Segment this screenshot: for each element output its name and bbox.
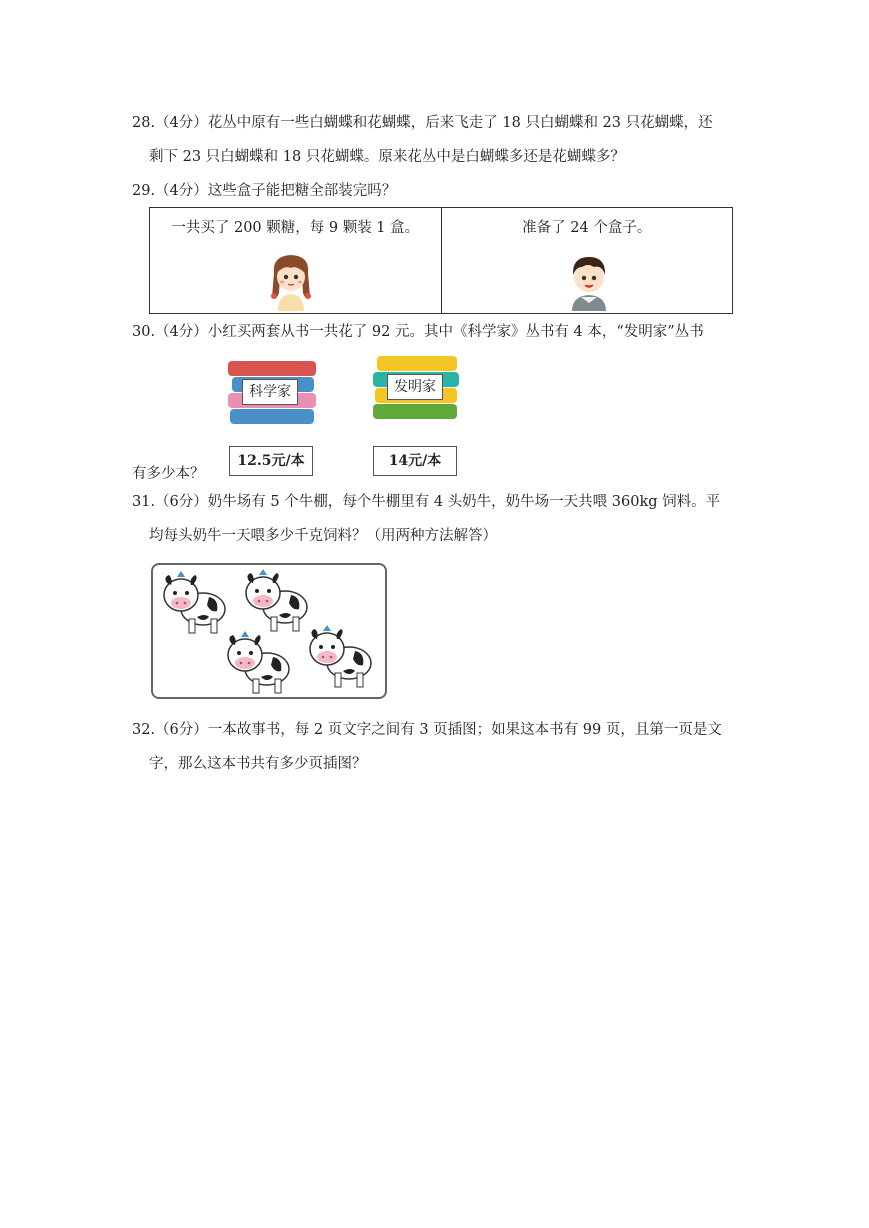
q28-line-2: 剩下 23 只白蝴蝶和 18 只花蝴蝶。原来花丛中是白蝴蝶多还是花蝴蝶多？: [149, 149, 625, 165]
cow-illustration: [223, 629, 293, 695]
famingjia-book-stack: [373, 352, 465, 432]
girl-illustration: [266, 251, 316, 311]
q29-line-1: 29.（4分）这些盒子能把糖全部装完吗？: [132, 183, 397, 199]
book-green: [373, 404, 457, 419]
famingjia-label: 发明家: [387, 374, 443, 400]
kexuejia-book-stack: [228, 357, 320, 437]
boy-illustration: [564, 251, 614, 311]
q31-line-1: 31.（6分）奶牛场有 5 个牛棚，每个牛棚里有 4 头奶牛，奶牛场一天共喂 360kg 饲料。平: [132, 494, 721, 510]
q29-cell-left: [150, 208, 441, 313]
book-yellow: [377, 356, 457, 371]
kexuejia-price: 12.5元/本: [229, 446, 313, 476]
kexuejia-label: 科学家: [242, 379, 298, 405]
cow-illustration: [241, 567, 311, 633]
q29-left-text: 一共买了 200 颗糖，每 9 颗装 1 盒。: [171, 220, 420, 236]
q29-cell-right: [441, 208, 733, 313]
book-blue-bottom: [230, 409, 314, 424]
q30-line-1: 30.（4分）小红买两套从书一共花了 92 元。其中《科学家》丛书有 4 本，“发明家”丛书: [132, 324, 704, 340]
q29-right-text: 准备了 24 个盒子。: [522, 220, 652, 236]
book-red: [228, 361, 316, 376]
cow-illustration: [305, 623, 375, 689]
cow-illustration: [159, 569, 229, 635]
q31-line-2: 均每头奶牛一天喂多少千克饲料？（用两种方法解答）: [149, 528, 497, 544]
famingjia-price: 14元/本: [373, 446, 457, 476]
q28-line-1: 28.（4分）花丛中原有一些白蝴蝶和花蝴蝶，后来飞走了 18 只白蝴蝶和 23 只花蝴蝶，还: [132, 115, 713, 131]
q32-line-1: 32.（6分）一本故事书，每 2 页文字之间有 3 页插图；如果这本书有 99 页，且第一页是文: [132, 722, 722, 738]
q29-table: [149, 207, 733, 314]
q30-line-2: 有多少本？: [132, 466, 205, 482]
cows-illustration-frame: [151, 563, 387, 699]
q32-line-2: 字，那么这本书共有多少页插图？: [149, 756, 367, 772]
